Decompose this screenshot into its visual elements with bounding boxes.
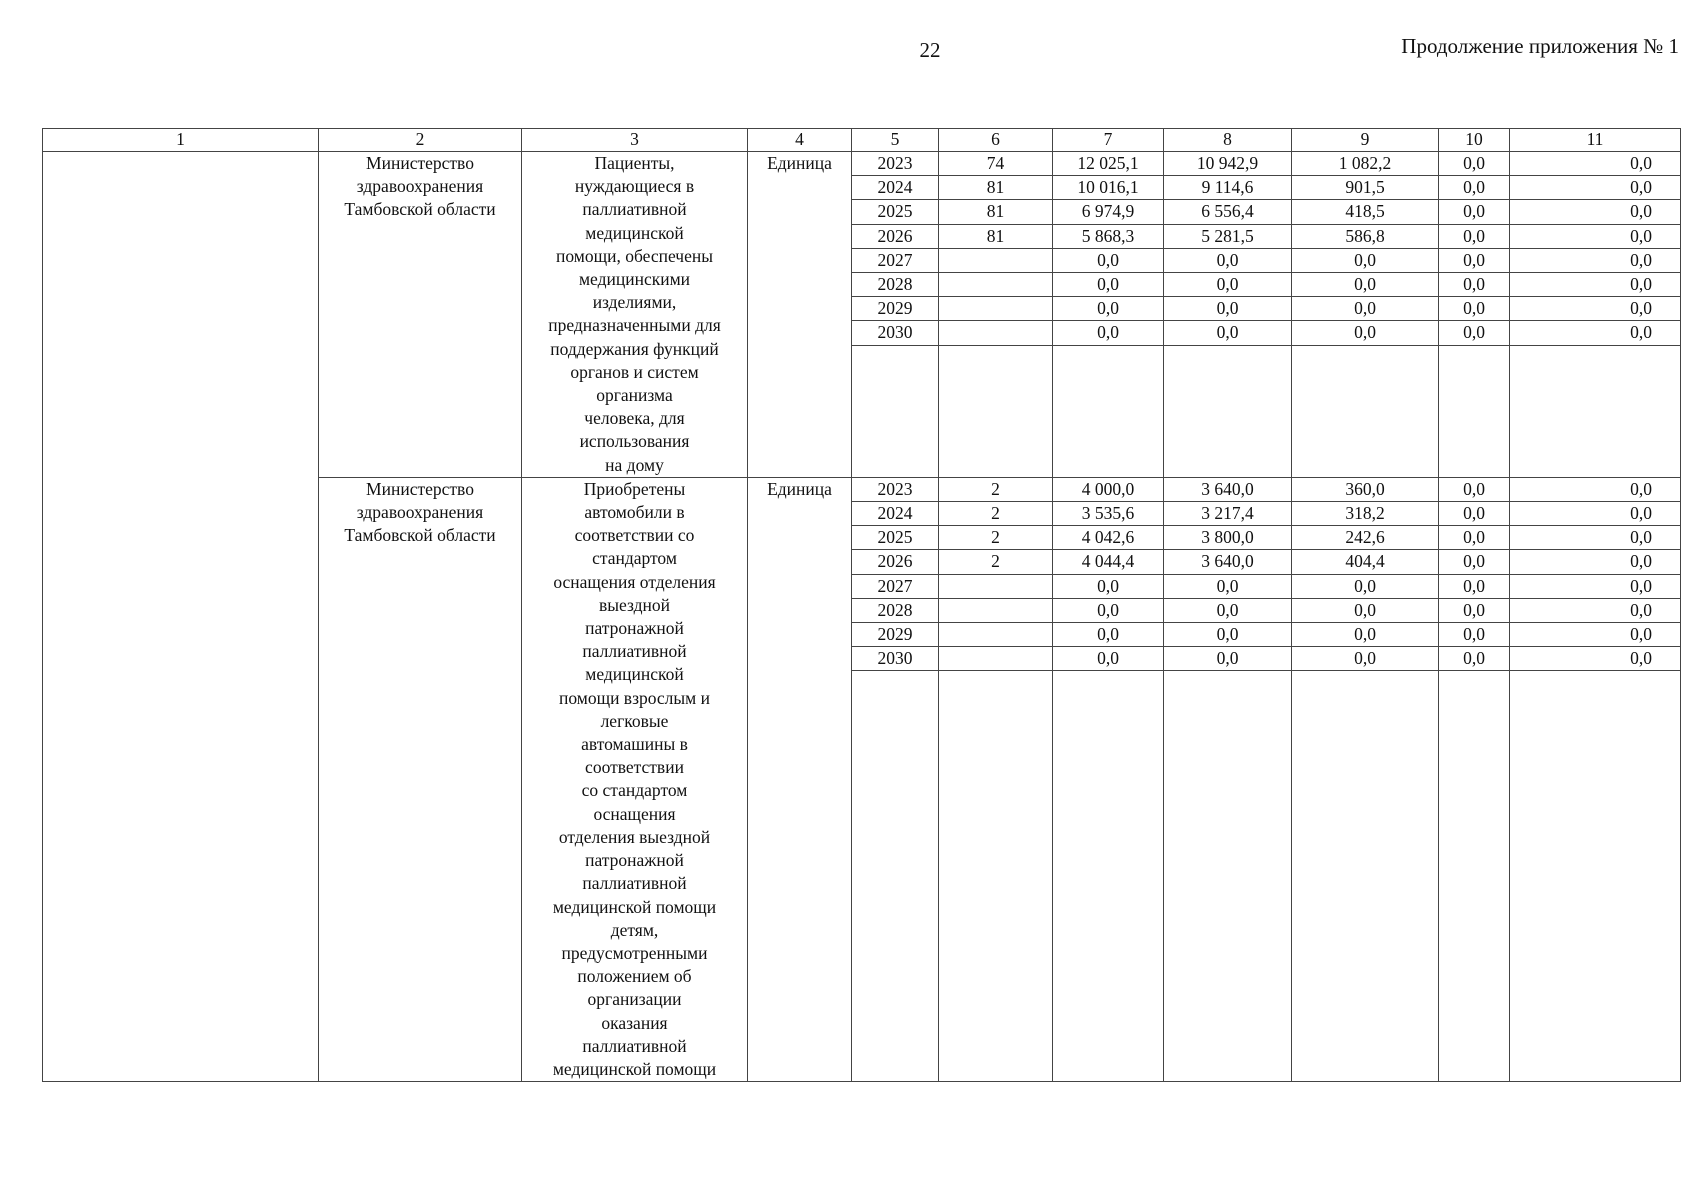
- col-number: 8: [1164, 129, 1292, 152]
- result-text-line: Приобретены: [583, 478, 686, 499]
- indicator-value-cell: [939, 248, 1053, 272]
- indicator-value-cell: 81: [939, 176, 1053, 200]
- finance-c7-cell: 0,0: [1053, 647, 1164, 671]
- empty-cell: [939, 345, 1053, 477]
- finance-c7-cell: 0,0: [1053, 273, 1164, 297]
- col-number: 5: [852, 129, 939, 152]
- finance-c9-cell: 0,0: [1292, 598, 1439, 622]
- indicator-value-cell: 2: [939, 477, 1053, 501]
- result-text-line: детям,: [610, 919, 659, 940]
- finance-c7-cell: 3 535,6: [1053, 502, 1164, 526]
- result-text-line: нуждающиеся в: [574, 176, 695, 197]
- result-text-line: оснащения отделения: [553, 571, 716, 592]
- year-cell: 2028: [852, 598, 939, 622]
- year-cell: 2026: [852, 224, 939, 248]
- finance-c8-cell: 3 640,0: [1164, 550, 1292, 574]
- executor-text-line: здравоохранения: [356, 176, 484, 197]
- finance-c11-cell: 0,0: [1510, 647, 1681, 671]
- finance-c11-cell: 0,0: [1510, 574, 1681, 598]
- executor-text-line: Министерство: [366, 153, 474, 173]
- finance-c9-cell: 0,0: [1292, 647, 1439, 671]
- result-text-line: медицинской: [585, 664, 684, 685]
- indicator-value-cell: 2: [939, 550, 1053, 574]
- col-number: 6: [939, 129, 1053, 152]
- finance-c10-cell: 0,0: [1439, 477, 1510, 501]
- year-cell: 2025: [852, 526, 939, 550]
- finance-c11-cell: 0,0: [1510, 623, 1681, 647]
- finance-c9-cell: 0,0: [1292, 623, 1439, 647]
- col-number: 7: [1053, 129, 1164, 152]
- indicator-value-cell: [939, 647, 1053, 671]
- year-cell: 2030: [852, 321, 939, 345]
- year-cell: 2026: [852, 550, 939, 574]
- result-text-line: использования: [579, 431, 690, 452]
- result-text-line: паллиативной: [582, 873, 687, 894]
- unit-cell: Единица: [748, 477, 852, 1081]
- finance-c11-cell: 0,0: [1510, 176, 1681, 200]
- result-text-line: поддержания функций: [550, 338, 719, 359]
- finance-c7-cell: 10 016,1: [1053, 176, 1164, 200]
- finance-c9-cell: 0,0: [1292, 248, 1439, 272]
- col-number: 3: [522, 129, 748, 152]
- finance-c7-cell: 5 868,3: [1053, 224, 1164, 248]
- finance-c9-cell: 0,0: [1292, 321, 1439, 345]
- finance-c8-cell: 0,0: [1164, 647, 1292, 671]
- finance-c10-cell: 0,0: [1439, 176, 1510, 200]
- finance-c11-cell: 0,0: [1510, 321, 1681, 345]
- finance-c7-cell: 0,0: [1053, 598, 1164, 622]
- indicator-value-cell: 2: [939, 502, 1053, 526]
- result-text-line: помощи взрослым и: [558, 687, 710, 708]
- finance-c11-cell: 0,0: [1510, 526, 1681, 550]
- result-text-line: оказания: [601, 1012, 668, 1033]
- empty-cell: [1292, 671, 1439, 1082]
- finance-c10-cell: 0,0: [1439, 152, 1510, 176]
- col-number: 11: [1510, 129, 1681, 152]
- result-text-line: медицинскими: [578, 269, 691, 290]
- result-text-line: автомобили в: [584, 502, 685, 523]
- indicator-value-cell: [939, 297, 1053, 321]
- executor-text-line: Тамбовской области: [344, 199, 496, 220]
- finance-c8-cell: 3 640,0: [1164, 477, 1292, 501]
- result-text-line: предусмотренными: [561, 942, 708, 963]
- empty-cell: [1164, 345, 1292, 477]
- col-number: 9: [1292, 129, 1439, 152]
- finance-c9-cell: 418,5: [1292, 200, 1439, 224]
- finance-c11-cell: 0,0: [1510, 248, 1681, 272]
- finance-c8-cell: 5 281,5: [1164, 224, 1292, 248]
- year-cell: 2024: [852, 502, 939, 526]
- result-text-line: органов и систем: [570, 361, 699, 382]
- finance-c10-cell: 0,0: [1439, 623, 1510, 647]
- indicator-value-cell: 74: [939, 152, 1053, 176]
- result-text-line: человека, для: [584, 408, 685, 429]
- finance-c8-cell: 0,0: [1164, 273, 1292, 297]
- executor-text-line: Тамбовской области: [344, 525, 496, 546]
- year-cell: 2029: [852, 297, 939, 321]
- col-number: 2: [319, 129, 522, 152]
- finance-c7-cell: 6 974,9: [1053, 200, 1164, 224]
- finance-c8-cell: 0,0: [1164, 297, 1292, 321]
- finance-c11-cell: 0,0: [1510, 200, 1681, 224]
- executor-text-line: Министерство: [366, 478, 474, 499]
- unit-cell: Единица: [748, 152, 852, 478]
- result-text-line: стандартом: [592, 548, 677, 569]
- col-number: 4: [748, 129, 852, 152]
- finance-c9-cell: 901,5: [1292, 176, 1439, 200]
- empty-cell: [1053, 671, 1164, 1082]
- empty-cell: [1053, 345, 1164, 477]
- finance-c11-cell: 0,0: [1510, 550, 1681, 574]
- finance-c9-cell: 0,0: [1292, 574, 1439, 598]
- result-text-line: паллиативной: [582, 1035, 687, 1056]
- finance-c10-cell: 0,0: [1439, 647, 1510, 671]
- empty-cell: [1292, 345, 1439, 477]
- finance-c8-cell: 0,0: [1164, 574, 1292, 598]
- result-text-line: выездной: [599, 594, 670, 615]
- finance-c8-cell: 10 942,9: [1164, 152, 1292, 176]
- finance-c9-cell: 586,8: [1292, 224, 1439, 248]
- finance-c9-cell: 1 082,2: [1292, 152, 1439, 176]
- finance-c9-cell: 404,4: [1292, 550, 1439, 574]
- result-text-line: отделения выездной: [558, 826, 711, 847]
- result-text-line: медицинской помощи: [552, 896, 717, 917]
- result-text-line: медицинской: [585, 222, 684, 243]
- col-number: 10: [1439, 129, 1510, 152]
- appendix-continuation-label: Продолжение приложения № 1: [1401, 34, 1679, 58]
- finance-c7-cell: 4 042,6: [1053, 526, 1164, 550]
- column-number-row: [43, 129, 1681, 152]
- finance-c10-cell: 0,0: [1439, 574, 1510, 598]
- finance-c8-cell: 0,0: [1164, 598, 1292, 622]
- executor-text: [322, 478, 518, 548]
- indicator-value-cell: 2: [939, 526, 1053, 550]
- finance-c8-cell: 0,0: [1164, 321, 1292, 345]
- executor-cell: [319, 152, 522, 478]
- indicator-value-cell: [939, 273, 1053, 297]
- result-text-line: положением об: [577, 966, 692, 987]
- finance-c10-cell: 0,0: [1439, 502, 1510, 526]
- finance-c8-cell: 3 217,4: [1164, 502, 1292, 526]
- program-table: [42, 128, 1681, 1082]
- result-text-line: паллиативной: [582, 199, 687, 220]
- result-description-cell: [522, 152, 748, 478]
- result-text-line: организации: [587, 989, 682, 1010]
- finance-c11-cell: 0,0: [1510, 152, 1681, 176]
- finance-c10-cell: 0,0: [1439, 297, 1510, 321]
- result-text-line: соответствии со: [574, 525, 695, 546]
- finance-c10-cell: 0,0: [1439, 224, 1510, 248]
- result-text-line: предназначенными для: [548, 315, 721, 336]
- empty-cell: [1510, 671, 1681, 1082]
- finance-c10-cell: 0,0: [1439, 550, 1510, 574]
- finance-c7-cell: 4 044,4: [1053, 550, 1164, 574]
- indicator-value-cell: [939, 598, 1053, 622]
- empty-cell: [939, 671, 1053, 1082]
- result-text-line: со стандартом: [581, 780, 688, 801]
- result-text-line: Пациенты,: [594, 153, 675, 173]
- finance-c7-cell: 0,0: [1053, 623, 1164, 647]
- year-cell: 2029: [852, 623, 939, 647]
- result-text-line: патронажной: [585, 618, 684, 639]
- finance-c7-cell: 12 025,1: [1053, 152, 1164, 176]
- finance-c11-cell: 0,0: [1510, 502, 1681, 526]
- finance-c9-cell: 318,2: [1292, 502, 1439, 526]
- result-text-line: патронажной: [585, 850, 684, 871]
- executor-text-line: здравоохранения: [356, 502, 484, 523]
- empty-cell: [852, 671, 939, 1082]
- year-cell: 2027: [852, 574, 939, 598]
- year-cell: 2025: [852, 200, 939, 224]
- result-description-cell: [522, 477, 748, 1081]
- finance-c10-cell: 0,0: [1439, 321, 1510, 345]
- empty-cell: [1164, 671, 1292, 1082]
- finance-c8-cell: 6 556,4: [1164, 200, 1292, 224]
- finance-c11-cell: 0,0: [1510, 297, 1681, 321]
- empty-cell: [1439, 671, 1510, 1082]
- year-cell: 2028: [852, 273, 939, 297]
- year-cell: 2023: [852, 152, 939, 176]
- finance-c7-cell: 0,0: [1053, 248, 1164, 272]
- finance-c9-cell: 242,6: [1292, 526, 1439, 550]
- empty-cell: [1510, 345, 1681, 477]
- indicator-value-cell: [939, 623, 1053, 647]
- program-cell: [43, 152, 319, 1082]
- executor-text: [322, 152, 518, 222]
- empty-cell: [852, 345, 939, 477]
- finance-c10-cell: 0,0: [1439, 598, 1510, 622]
- result-text-line: помощи, обеспечены: [556, 245, 713, 266]
- finance-c11-cell: 0,0: [1510, 273, 1681, 297]
- result-text-line: организма: [596, 385, 673, 406]
- finance-c10-cell: 0,0: [1439, 273, 1510, 297]
- result-text: [525, 478, 744, 1081]
- result-text-line: соответствии: [585, 757, 684, 778]
- finance-c7-cell: 4 000,0: [1053, 477, 1164, 501]
- page-number: 22: [919, 38, 941, 62]
- finance-c11-cell: 0,0: [1510, 477, 1681, 501]
- finance-c9-cell: 0,0: [1292, 297, 1439, 321]
- result-text-line: автомашины в: [581, 734, 688, 755]
- finance-c9-cell: 0,0: [1292, 273, 1439, 297]
- year-cell: 2023: [852, 477, 939, 501]
- finance-c8-cell: 3 800,0: [1164, 526, 1292, 550]
- result-text-line: на дому: [605, 454, 664, 475]
- finance-c11-cell: 0,0: [1510, 224, 1681, 248]
- result-text-line: изделиями,: [592, 292, 677, 313]
- year-cell: 2030: [852, 647, 939, 671]
- finance-c8-cell: 0,0: [1164, 248, 1292, 272]
- finance-c7-cell: 0,0: [1053, 321, 1164, 345]
- empty-cell: [1439, 345, 1510, 477]
- finance-c7-cell: 0,0: [1053, 297, 1164, 321]
- executor-cell: [319, 477, 522, 1081]
- finance-c10-cell: 0,0: [1439, 248, 1510, 272]
- indicator-value-cell: 81: [939, 224, 1053, 248]
- indicator-value-cell: [939, 574, 1053, 598]
- col-number: 1: [43, 129, 319, 152]
- indicator-value-cell: [939, 321, 1053, 345]
- result-text-line: паллиативной: [582, 641, 687, 662]
- finance-c10-cell: 0,0: [1439, 526, 1510, 550]
- finance-c8-cell: 0,0: [1164, 623, 1292, 647]
- finance-c8-cell: 9 114,6: [1164, 176, 1292, 200]
- finance-c11-cell: 0,0: [1510, 598, 1681, 622]
- year-cell: 2027: [852, 248, 939, 272]
- finance-c9-cell: 360,0: [1292, 477, 1439, 501]
- result-text-line: медицинской помощи: [552, 1058, 717, 1079]
- year-cell: 2024: [852, 176, 939, 200]
- result-text: [525, 152, 744, 477]
- table-row: [43, 152, 1681, 176]
- indicator-value-cell: 81: [939, 200, 1053, 224]
- finance-c10-cell: 0,0: [1439, 200, 1510, 224]
- finance-c7-cell: 0,0: [1053, 574, 1164, 598]
- result-text-line: легковые: [600, 710, 669, 731]
- result-text-line: оснащения: [593, 803, 676, 824]
